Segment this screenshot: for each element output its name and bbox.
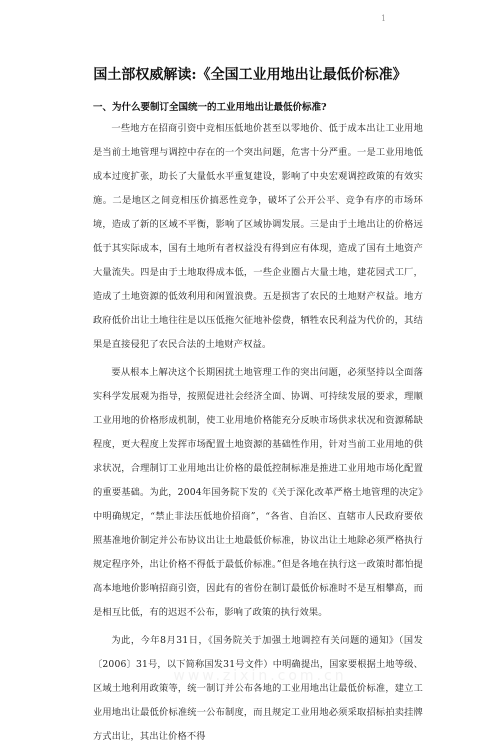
page-marker: 1	[381, 14, 387, 23]
paragraph-3: 为此，今年8月31日，《国务院关于加强土地调控有关问题的通知》（国发〔2006〕31号，以下简称国发31号文件）中明确提出，国家要根据土地等级、区域土地利用政策等，统一制订并公布各地的工业用地出让最低价标准，建立工业用地出让最低价标准统一公布制度，而且规定工业用地必须采取招标拍卖挂牌方式出让，其出让价格不得	[93, 635, 423, 742]
paragraph-2: 要从根本上解决这个长期困扰土地管理工作的突出问题，必须坚持以全面落实科学发展观为指导，按照促进社会经济全面、协调、可持续发展的要求，理顺工业用地的价格形成机制，使工业用地价格能充分反映市场供求状况和资源稀缺程度，更大程度上发挥市场配置土地资源的基础性作用，针对当前工业用地的供求状况，合理制订工业用地出让价格的最低控制标准是推进工业用地市场化配置的重要基础。为此，2004年国务院下发的《关于深化改革严格土地管理的决定》中明确规定，“禁止非法压低地价招商”，“各省、自治区、直辖市人民政府要依照基准地价制定并公布协议出让土地最低价标准，协议出让土地除必须严格执行规定程序外，出让价格不得低于最低价标准。”但是各地在执行这一政策时都怕提高本地地价影响招商引资，因此有的省份在制订最低价标准时不是互相攀高，而是相互比低，有的迟迟不公布，影响了政策的执行效果。	[93, 367, 423, 618]
body-text	[93, 117, 423, 749]
watermark: www.zixin.com.cn	[173, 668, 347, 684]
paragraph-1: 一些地方在招商引资中竞相压低地价甚至以零地价、低于成本出让工业用地是当前土地管理与调控中存在的一个突出问题，危害十分严重。一是工业用地低成本过度扩张，助长了大量低水平重复建设，影响了中央宏观调控政策的有效实施。二是地区之间竞相压价搞恶性竞争，破坏了公开公平、竞争有序的市场环境，造成了新的区域不平衡，影响了区域协调发展。三是由于土地出让的价格远低于其实际成本，国有土地所有者权益没有得到应有体现，造成了国有土地资产大量流失。四是由于土地取得成本低，一些企业圈占大量土地，建花园式工厂，造成了土地资源的低效利用和闲置浪费。五是损害了农民的土地财产权益。地方政府低价出让土地往往是以压低拖欠征地补偿费，牺牲农民利益为代价的，其结果是直接侵犯了农民合法的土地财产权益。	[93, 123, 423, 350]
document-title: 国土部权威解读:《全国工业用地出让最低价标准》	[93, 67, 407, 83]
section-heading: 一、为什么要制订全国统一的工业用地出让最低价标准?	[93, 102, 327, 113]
